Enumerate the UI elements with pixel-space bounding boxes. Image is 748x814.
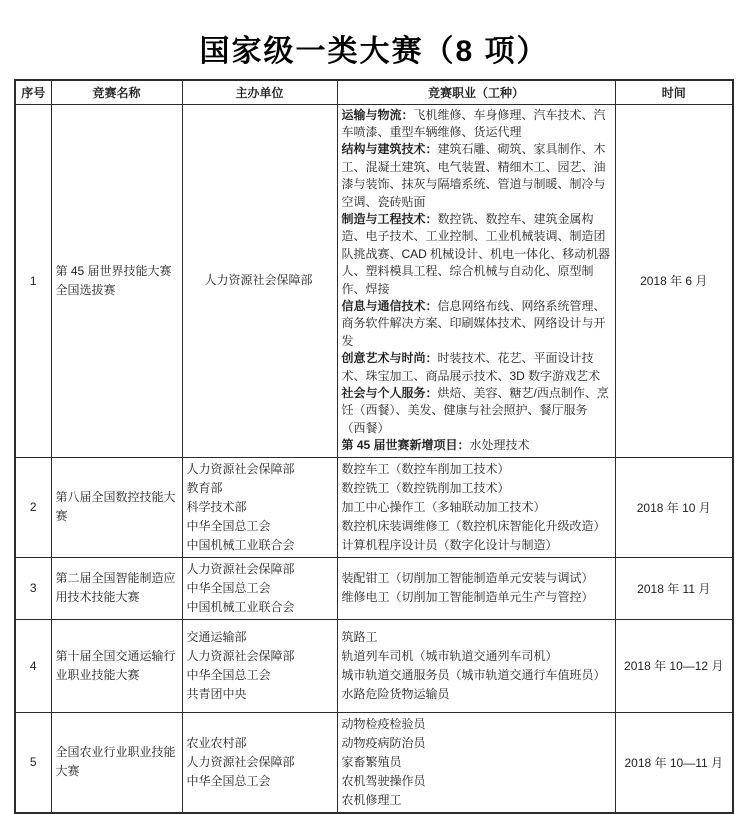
- occupation-item: 加工中心操作工（多轴联动加工技术）: [341, 499, 546, 514]
- occupation-item: 农机驾驶操作员: [341, 773, 426, 788]
- organizer-cell: [182, 457, 337, 557]
- page-title: 国家级一类大赛（8 项）: [199, 35, 549, 68]
- occupation-item: 数控机床装调维修工（数控机床智能化升级改造）: [341, 518, 606, 533]
- occupation-category-label: 第 45 届世赛新增项目：: [341, 438, 470, 453]
- occupation-item: 家畜繁殖员: [341, 754, 402, 769]
- organizer-line: 教育部: [186, 480, 223, 495]
- organizer-line: 中华全国总工会: [186, 518, 271, 533]
- table-row: [15, 104, 733, 457]
- time-cell: 2018 年 6 月: [615, 104, 733, 457]
- occupation-item: 动物检疫检验员: [341, 716, 426, 731]
- competitions-table: [14, 79, 734, 814]
- occupation-item: 城市轨道交通服务员（城市轨道交通行车值班员）: [341, 667, 606, 682]
- occupation-category-label: 创意艺术与时尚：: [341, 351, 438, 366]
- organizer-line: 共青团中央: [186, 686, 247, 701]
- competition-name-cell: 第二届全国智能制造应用技术技能大赛: [51, 557, 182, 619]
- occupation-item: 信息与通信技术：信息网络布线、网络系统管理、商务软件解决方案、印刷媒体技术、网络设计与开发: [341, 298, 606, 348]
- occupation-item: 轨道列车司机（城市轨道交通列车司机）: [341, 648, 558, 663]
- header-organizer: 主办单位: [182, 80, 337, 104]
- occupation-category-label: 社会与个人服务：: [341, 386, 438, 400]
- time-cell: 2018 年 10—11 月: [615, 712, 733, 813]
- occupation-item: 维修电工（切削加工智能制造单元生产与管控）: [341, 590, 594, 605]
- competition-name-cell: 第八届全国数控技能大赛: [51, 457, 182, 557]
- time-cell: 2018 年 10 月: [615, 457, 733, 557]
- organizer-line: 中华全国总工会: [186, 773, 271, 788]
- time-cell: 2018 年 10—12 月: [615, 619, 733, 712]
- occupation-item: 农机修理工: [341, 792, 402, 807]
- organizer-line: 人力资源社会保障部: [186, 461, 295, 476]
- table-row: [15, 457, 733, 557]
- row-number-cell: 5: [15, 712, 51, 813]
- organizer-line: 中华全国总工会: [186, 667, 271, 682]
- occupation-item: 数控铣工（数控铣削加工技术）: [341, 480, 510, 495]
- organizer-cell: [182, 557, 337, 619]
- occupations-cell: [337, 104, 615, 457]
- organizer-cell: [182, 104, 337, 457]
- table-row: [15, 557, 733, 619]
- organizer-cell: [182, 712, 337, 813]
- organizer-line: 科学技术部: [186, 499, 247, 514]
- occupation-item: 计算机程序设计员（数字化设计与制造）: [341, 537, 558, 552]
- header-occupations: 竞赛职业（工种）: [337, 80, 615, 104]
- competition-name-cell: 第十届全国交通运输行业职业技能大赛: [51, 619, 182, 712]
- table-row: [15, 619, 733, 712]
- occupation-item: 社会与个人服务：烘焙、美容、糖艺/西点制作、烹饪（西餐）、美发、健康与社会照护、餐厅服务（西餐）: [341, 386, 609, 435]
- occupation-item: 数控车工（数控车削加工技术）: [341, 461, 510, 476]
- organizer-line: 农业农村部: [186, 735, 247, 750]
- occupations-cell: [337, 457, 615, 557]
- occupation-item: 水路危险货物运输员: [341, 686, 450, 701]
- occupation-item: 创意艺术与时尚：时装技术、花艺、平面设计技术、珠宝加工、商品展示技术、3D 数字游戏艺术: [341, 351, 601, 383]
- organizer-line: 中国机械工业联合会: [186, 537, 295, 552]
- occupation-category-label: 运输与物流：: [341, 107, 414, 122]
- organizer-line: 交通运输部: [186, 629, 247, 644]
- occupation-item: 运输与物流：飞机维修、车身修理、汽车技术、汽车喷漆、重型车辆维修、货运代理: [341, 107, 606, 139]
- competition-name-cell: 全国农业行业职业技能大赛: [51, 712, 182, 813]
- header-time: 时间: [615, 80, 733, 104]
- occupations-cell: [337, 712, 615, 813]
- occupation-category-label: 信息与通信技术：: [341, 298, 438, 313]
- occupation-item: 装配钳工（切削加工智能制造单元安装与调试）: [341, 571, 594, 586]
- occupation-category-label: 结构与建筑技术：: [341, 142, 438, 157]
- organizer-line: 人力资源社会保障部: [186, 754, 295, 769]
- row-number-cell: 2: [15, 457, 51, 557]
- row-number-cell: 1: [15, 104, 51, 457]
- occupation-item: 第 45 届世赛新增项目：水处理技术: [341, 438, 530, 453]
- time-cell: 2018 年 11 月: [615, 557, 733, 619]
- row-number-cell: 3: [15, 557, 51, 619]
- organizer-line: 人力资源社会保障部: [204, 273, 313, 288]
- occupation-item: 制造与工程技术：数控铣、数控车、建筑金属构造、电子技术、工业控制、工业机械装调、制造团队挑战赛、CAD 机械设计、机电一体化、移动机器人、塑料模具工程、综合机械与自动化、原型制作、焊接: [341, 211, 611, 296]
- table-header-row: [15, 80, 733, 104]
- organizer-line: 人力资源社会保障部: [186, 648, 295, 663]
- organizer-cell: [182, 619, 337, 712]
- occupation-item: 结构与建筑技术：建筑石雕、砌筑、家具制作、木工、混凝土建筑、电气装置、精细木工、园艺、油漆与装饰、抹灰与隔墙系统、管道与制暖、制冷与空调、瓷砖贴面: [341, 142, 606, 209]
- occupation-item: 动物疫病防治员: [341, 735, 426, 750]
- organizer-line: 中华全国总工会: [186, 580, 271, 595]
- organizer-line: 中国机械工业联合会: [186, 599, 295, 614]
- competition-name-cell: 第 45 届世界技能大赛全国选拔赛: [51, 104, 182, 457]
- occupations-cell: [337, 619, 615, 712]
- header-competition-name: 竞赛名称: [51, 80, 182, 104]
- organizer-line: 人力资源社会保障部: [186, 561, 295, 576]
- table-row: [15, 712, 733, 813]
- occupations-cell: [337, 557, 615, 619]
- occupation-category-label: 制造与工程技术：: [341, 211, 438, 226]
- header-index: 序号: [15, 80, 51, 104]
- row-number-cell: 4: [15, 619, 51, 712]
- occupation-item: 筑路工: [341, 629, 378, 644]
